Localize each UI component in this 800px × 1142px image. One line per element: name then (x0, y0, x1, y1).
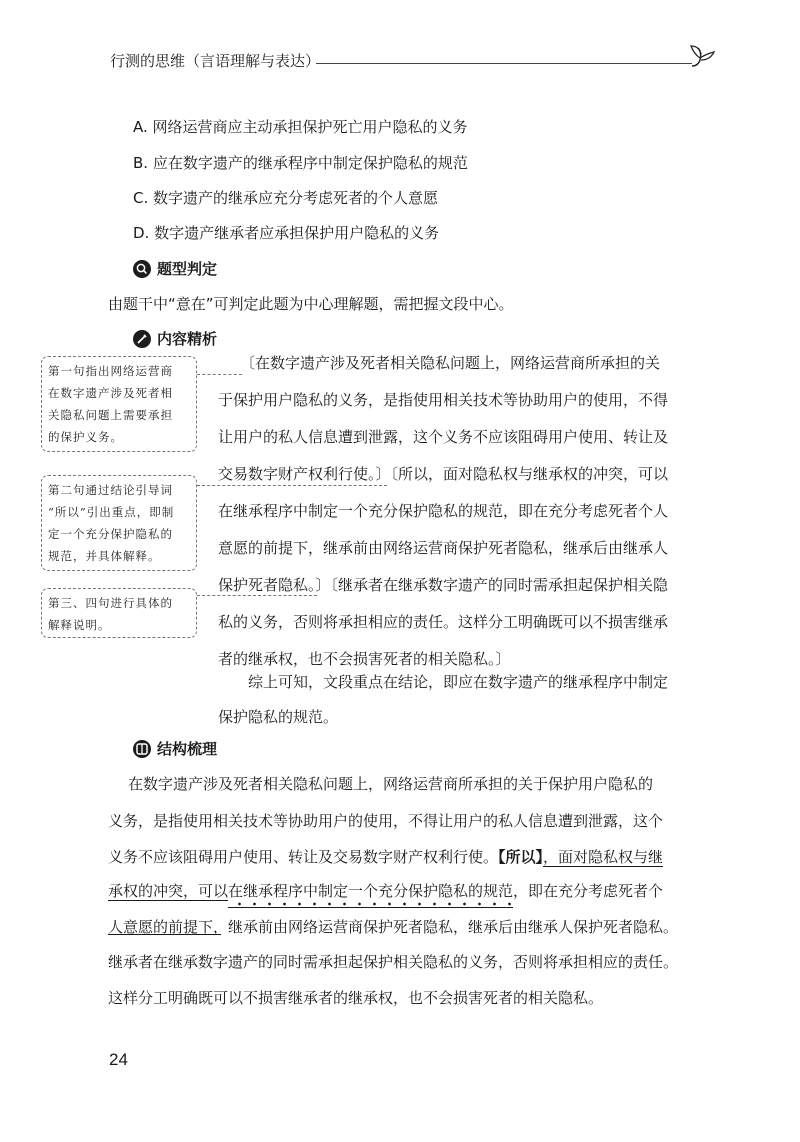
passage-line: 在继承程序中制定一个充分保护隐私的规范，即在充分考虑死者个人 (218, 502, 669, 520)
passage-line: 于保护用户隐私的义务，是指使用相关技术等协助用户的使用，不得 (218, 391, 669, 409)
structure-line: 继承者在继承数字遗产的同时需承担起保护相关隐私的义务，否则将承担相应的责任。 (108, 953, 679, 971)
note-line: 解释说明。 (48, 618, 111, 632)
summary-line: 综上可知，文段重点在结论，即应在数字遗产的继承程序中制定 (248, 673, 669, 691)
note-line: 的保护义务。 (48, 430, 123, 444)
sprout-icon (688, 40, 718, 72)
structure-line (108, 846, 663, 867)
structure-icon (133, 740, 151, 758)
section-content-heading (133, 328, 217, 349)
structure-line: 人意愿的前提下，继承前由网络运营商保护死者隐私，继承后由继承人保护死者隐私。 (108, 918, 679, 936)
note-line: 第一句指出网络运营商 (48, 364, 173, 378)
structure-line (108, 880, 663, 901)
magnifier-icon (133, 260, 151, 278)
margin-note-1 (41, 356, 197, 452)
note-line: 在数字遗产涉及死者相 (48, 386, 173, 400)
note-line: 第二句通过结论引导词 (48, 483, 173, 497)
passage-line: 保护死者隐私。〕〔继承者在继承数字遗产的同时需承担起保护相关隐 (218, 576, 669, 594)
structure-line: 这样分工明确既可以不损害继承者的继承权，也不会损害死者的相关隐私。 (108, 989, 604, 1007)
section-type-text: 由题干中“意在”可判定此题为中心理解题，需把握文段中心。 (108, 295, 514, 313)
structure-line: 义务，是指使用相关技术等协助用户的使用，不得让用户的私人信息遭到泄露，这个 (108, 812, 664, 830)
page-number: 24 (109, 1050, 128, 1069)
note-leader-3 (197, 595, 317, 596)
note-leader-1 (197, 374, 242, 375)
passage-line: 〔在数字遗产涉及死者相关隐私问题上，网络运营商所承担的关 (240, 354, 661, 372)
emphasis-text: ，面对隐私权与继 (543, 848, 664, 866)
section-structure-title: 结构梳理 (157, 740, 218, 758)
note-line: “所以”引出重点，即制 (48, 505, 175, 519)
emphasis-underline (108, 934, 221, 935)
note-line: 关隐私问题上需要承担 (48, 408, 173, 422)
emphasis-text: 承权的冲突，可以 (108, 882, 229, 900)
note-line: 定一个充分保护隐私的 (48, 527, 173, 541)
note-line: 第三、四句进行具体的 (48, 596, 173, 610)
passage-line: 让用户的私人信息遭到泄露，这个义务不应该阻碍用户使用、转让及 (218, 428, 669, 446)
pen-icon (133, 330, 151, 348)
passage-line: 交易数字财产权利行使。〕〔所以，面对隐私权与继承权的冲突，可以 (218, 465, 669, 483)
conclusion-keyword: 【所以】 (498, 848, 544, 866)
summary-line: 保护隐私的规范。 (218, 708, 339, 726)
structure-text: ，即在充分考虑死者个 (513, 882, 664, 900)
note-line: 规范，并具体解释。 (48, 549, 161, 563)
section-type-title: 题型判定 (157, 260, 218, 278)
passage-line: 意愿的前提下，继承前由网络运营商保护死者隐私，继承后由继承人 (218, 539, 669, 557)
structure-line: 在数字遗产涉及死者相关隐私问题上，网络运营商所承担的关于保护用户隐私的 (128, 775, 654, 793)
option-b: B. 应在数字遗产的继承程序中制定保护隐私的规范 (133, 154, 468, 172)
structure-text: 义务不应该阻碍用户使用、转让及交易数字财产权利行使。 (108, 848, 499, 866)
passage-line: 者的继承权，也不会损害死者的相关隐私。〕 (218, 650, 511, 668)
margin-note-2 (41, 475, 197, 571)
margin-note-3 (41, 588, 197, 638)
header-title: 行测的思维（言语理解与表达） (110, 52, 321, 70)
option-d: D. 数字遗产继承者应承担保护用户隐私的义务 (133, 224, 440, 242)
key-point-text: 在继承程序中制定一个充分保护隐私的规范 (228, 882, 513, 908)
section-structure-heading (133, 738, 217, 759)
passage-line: 私的义务，否则将承担相应的责任。这样分工明确既可以不损害继承 (218, 613, 669, 631)
note-leader-2 (197, 485, 387, 486)
option-c: C. 数字遗产的继承应充分考虑死者的个人意愿 (133, 189, 439, 207)
header-rule (316, 63, 692, 64)
running-header (110, 48, 710, 76)
option-a: A. 网络运营商应主动承担保护死亡用户隐私的义务 (133, 118, 468, 136)
section-content-title: 内容精析 (157, 330, 218, 348)
section-type-heading (133, 258, 217, 279)
